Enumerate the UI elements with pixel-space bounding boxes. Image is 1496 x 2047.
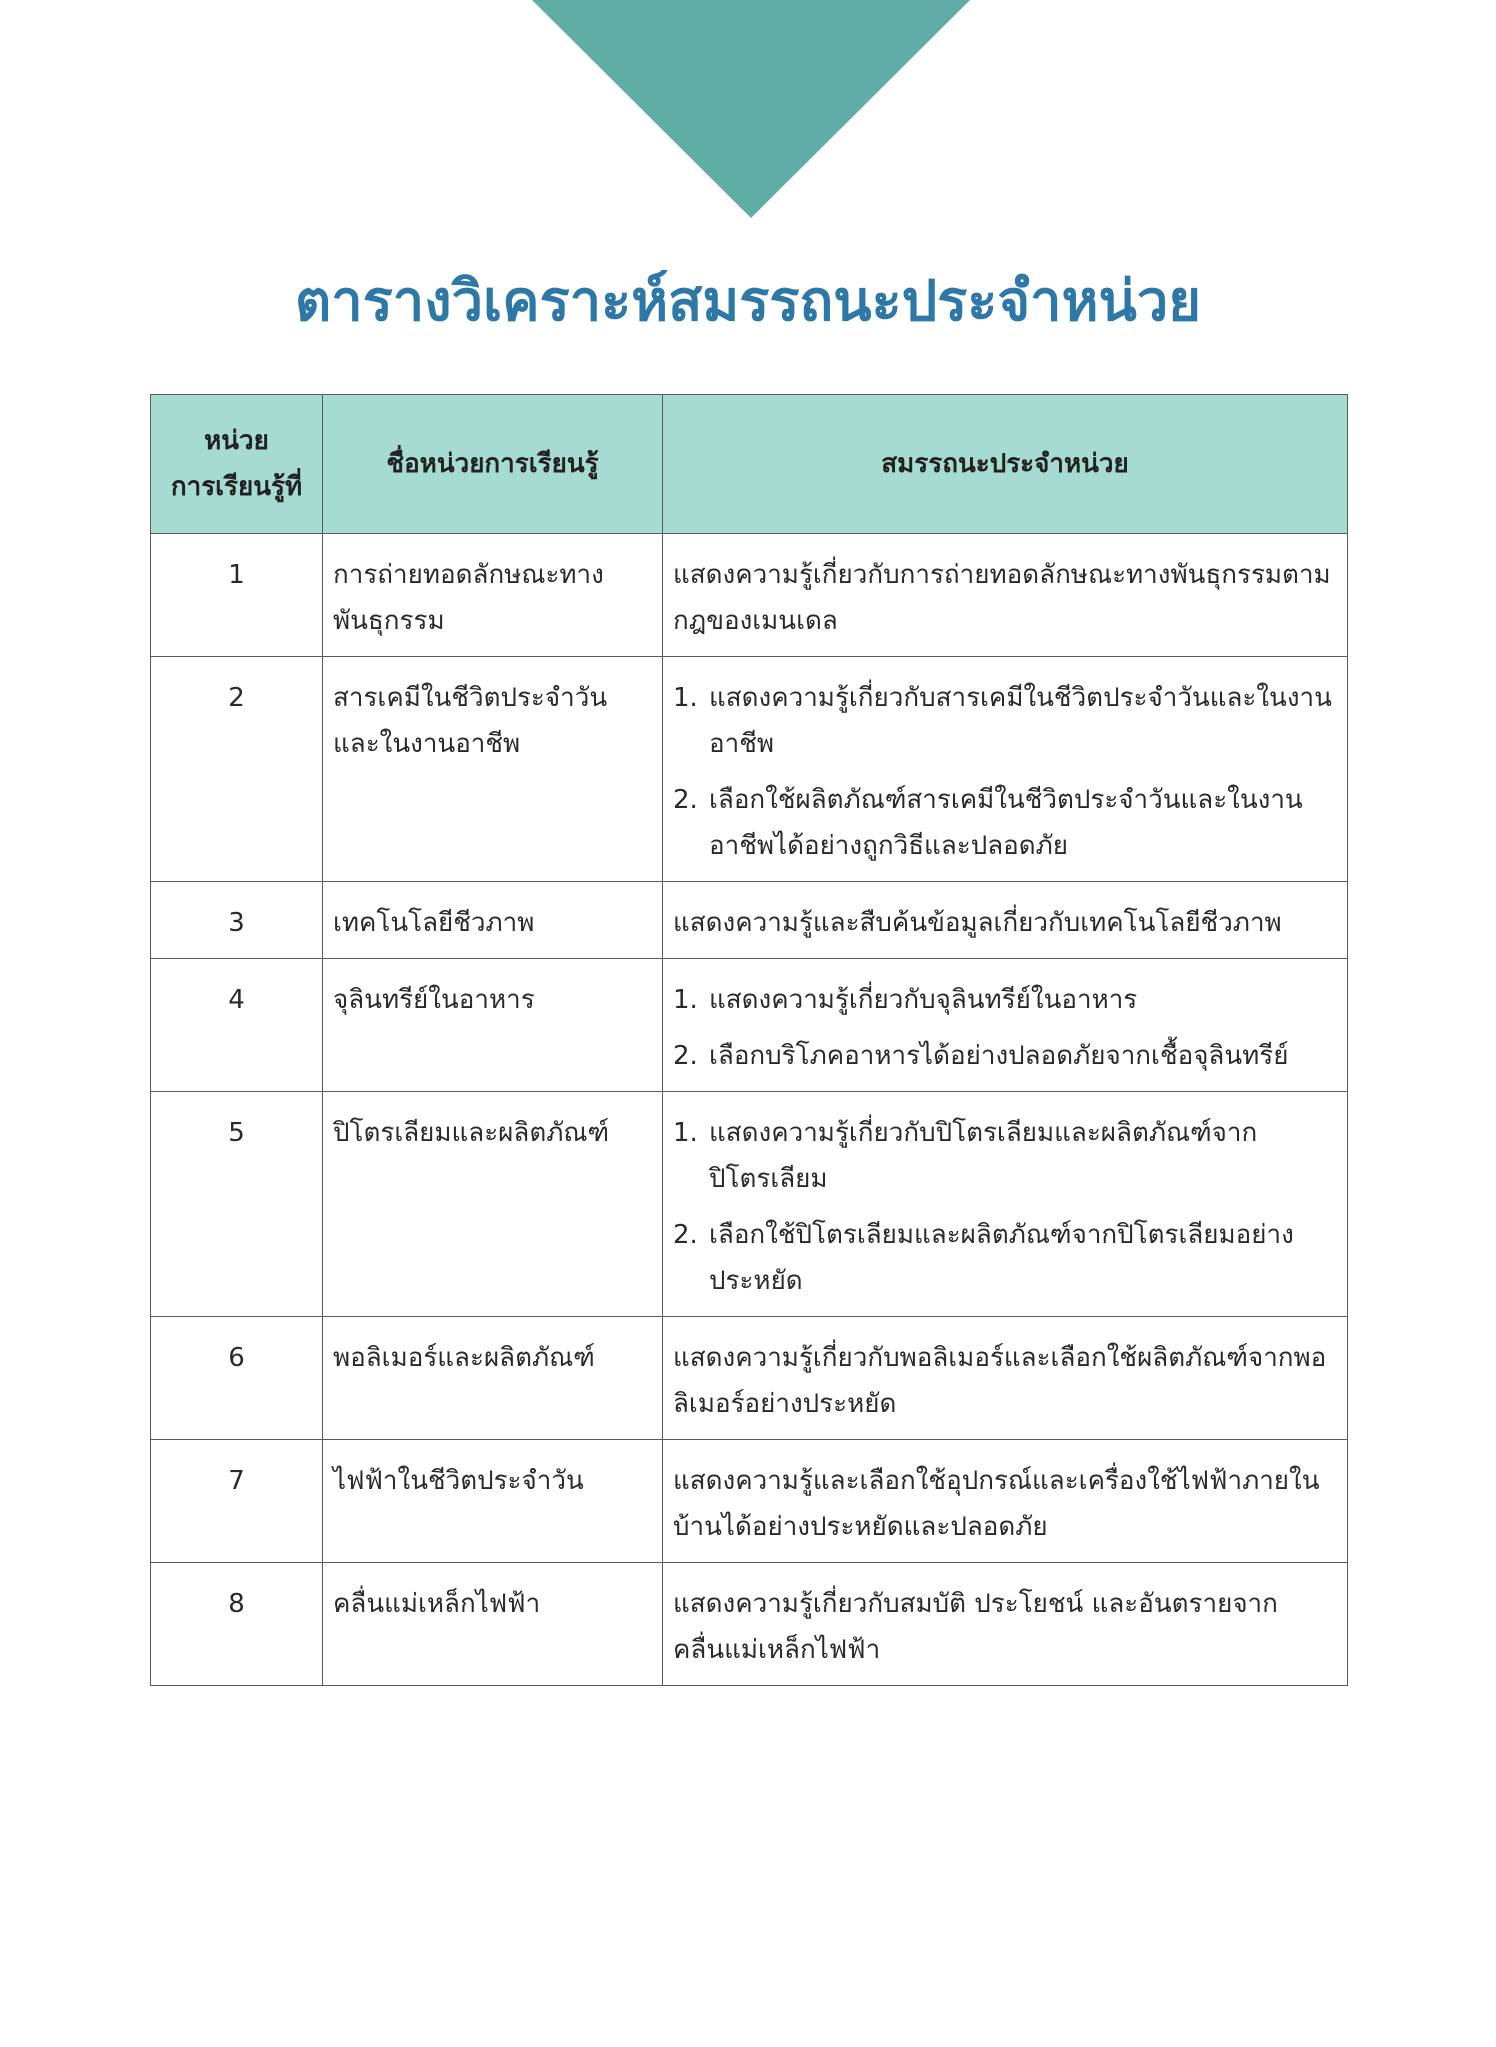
header-unit-name: ชื่อหน่วยการเรียนรู้ xyxy=(323,395,663,534)
competency-list-item xyxy=(673,977,1337,1023)
competency-list xyxy=(673,1110,1337,1304)
unit-name-cell: จุลินทรีย์ในอาหาร xyxy=(323,959,663,1092)
competency-list-item xyxy=(673,777,1337,869)
table-body xyxy=(151,534,1348,1686)
competency-cell xyxy=(663,1317,1348,1440)
unit-number-cell: 5 xyxy=(151,1092,323,1317)
unit-name-cell: คลื่นแม่เหล็กไฟฟ้า xyxy=(323,1563,663,1686)
unit-number-cell: 6 xyxy=(151,1317,323,1440)
unit-name-cell: พอลิเมอร์และผลิตภัณฑ์ xyxy=(323,1317,663,1440)
unit-number-cell: 7 xyxy=(151,1440,323,1563)
list-item-text: แสดงความรู้เกี่ยวกับจุลินทรีย์ในอาหาร xyxy=(709,985,1138,1015)
table-row xyxy=(151,1440,1348,1563)
unit-number-cell: 2 xyxy=(151,657,323,882)
competency-cell xyxy=(663,1440,1348,1563)
list-item-text: เลือกใช้ผลิตภัณฑ์สารเคมีในชีวิตประจำวันและในงานอาชีพได้อย่างถูกวิธีและปลอดภัย xyxy=(709,785,1303,861)
competency-text: แสดงความรู้และเลือกใช้อุปกรณ์และเครื่องใช้ไฟฟ้าภายในบ้านได้อย่างประหยัดและปลอดภัย xyxy=(673,1466,1320,1542)
list-item-number: 1. xyxy=(673,1118,698,1148)
competency-list-item xyxy=(673,1212,1337,1304)
table-header-row xyxy=(151,395,1348,534)
unit-number-cell: 8 xyxy=(151,1563,323,1686)
header-unit-number xyxy=(151,395,323,534)
table-row xyxy=(151,959,1348,1092)
list-item-number: 2. xyxy=(673,785,698,815)
table-row xyxy=(151,1563,1348,1686)
table-row xyxy=(151,882,1348,959)
unit-name-cell: ไฟฟ้าในชีวิตประจำวัน xyxy=(323,1440,663,1563)
list-item-number: 1. xyxy=(673,683,698,713)
competency-text: แสดงความรู้เกี่ยวกับพอลิเมอร์และเลือกใช้ผลิตภัณฑ์จากพอลิเมอร์อย่างประหยัด xyxy=(673,1343,1327,1419)
header-unit-line1: หน่วย xyxy=(204,426,269,456)
competency-cell xyxy=(663,1092,1348,1317)
competency-list-item xyxy=(673,1033,1337,1079)
list-item-number: 2. xyxy=(673,1220,698,1250)
list-item-text: เลือกใช้ปิโตรเลียมและผลิตภัณฑ์จากปิโตรเลียมอย่างประหยัด xyxy=(709,1220,1294,1296)
competency-list-item xyxy=(673,1110,1337,1202)
competency-list xyxy=(673,675,1337,869)
list-item-text: แสดงความรู้เกี่ยวกับปิโตรเลียมและผลิตภัณฑ์จากปิโตรเลียม xyxy=(709,1118,1258,1194)
teal-triangle-shape xyxy=(532,0,970,218)
table-row xyxy=(151,534,1348,657)
page-title: ตารางวิเคราะห์สมรรถนะประจำหน่วย xyxy=(294,269,1202,334)
competency-cell xyxy=(663,1563,1348,1686)
header-competency: สมรรถนะประจำหน่วย xyxy=(663,395,1348,534)
competency-cell xyxy=(663,534,1348,657)
list-item-number: 2. xyxy=(673,1041,698,1071)
decorative-triangle xyxy=(0,0,1496,220)
competency-list-item xyxy=(673,675,1337,767)
competency-text: แสดงความรู้และสืบค้นข้อมูลเกี่ยวกับเทคโนโลยีชีวภาพ xyxy=(673,908,1282,938)
unit-number-cell: 1 xyxy=(151,534,323,657)
unit-number-cell: 4 xyxy=(151,959,323,1092)
list-item-text: แสดงความรู้เกี่ยวกับสารเคมีในชีวิตประจำวันและในงานอาชีพ xyxy=(709,683,1332,759)
competency-text: แสดงความรู้เกี่ยวกับการถ่ายทอดลักษณะทางพันธุกรรมตามกฎของเมนเดล xyxy=(673,560,1331,636)
list-item-text: เลือกบริโภคอาหารได้อย่างปลอดภัยจากเชื้อจุลินทรีย์ xyxy=(709,1041,1289,1071)
list-item-number: 1. xyxy=(673,985,698,1015)
table-row xyxy=(151,1317,1348,1440)
competency-text: แสดงความรู้เกี่ยวกับสมบัติ ประโยชน์ และอันตรายจากคลื่นแม่เหล็กไฟฟ้า xyxy=(673,1589,1278,1665)
unit-number-cell: 3 xyxy=(151,882,323,959)
table-row xyxy=(151,657,1348,882)
competency-cell xyxy=(663,882,1348,959)
competency-table xyxy=(150,394,1348,1686)
competency-list xyxy=(673,977,1337,1079)
competency-cell xyxy=(663,959,1348,1092)
competency-cell xyxy=(663,657,1348,882)
header-unit-line2: การเรียนรู้ที่ xyxy=(170,472,303,502)
table-row xyxy=(151,1092,1348,1317)
unit-name-cell: เทคโนโลยีชีวภาพ xyxy=(323,882,663,959)
unit-name-cell: สารเคมีในชีวิตประจำวันและในงานอาชีพ xyxy=(323,657,663,882)
unit-name-cell: ปิโตรเลียมและผลิตภัณฑ์ xyxy=(323,1092,663,1317)
unit-name-cell: การถ่ายทอดลักษณะทางพันธุกรรม xyxy=(323,534,663,657)
